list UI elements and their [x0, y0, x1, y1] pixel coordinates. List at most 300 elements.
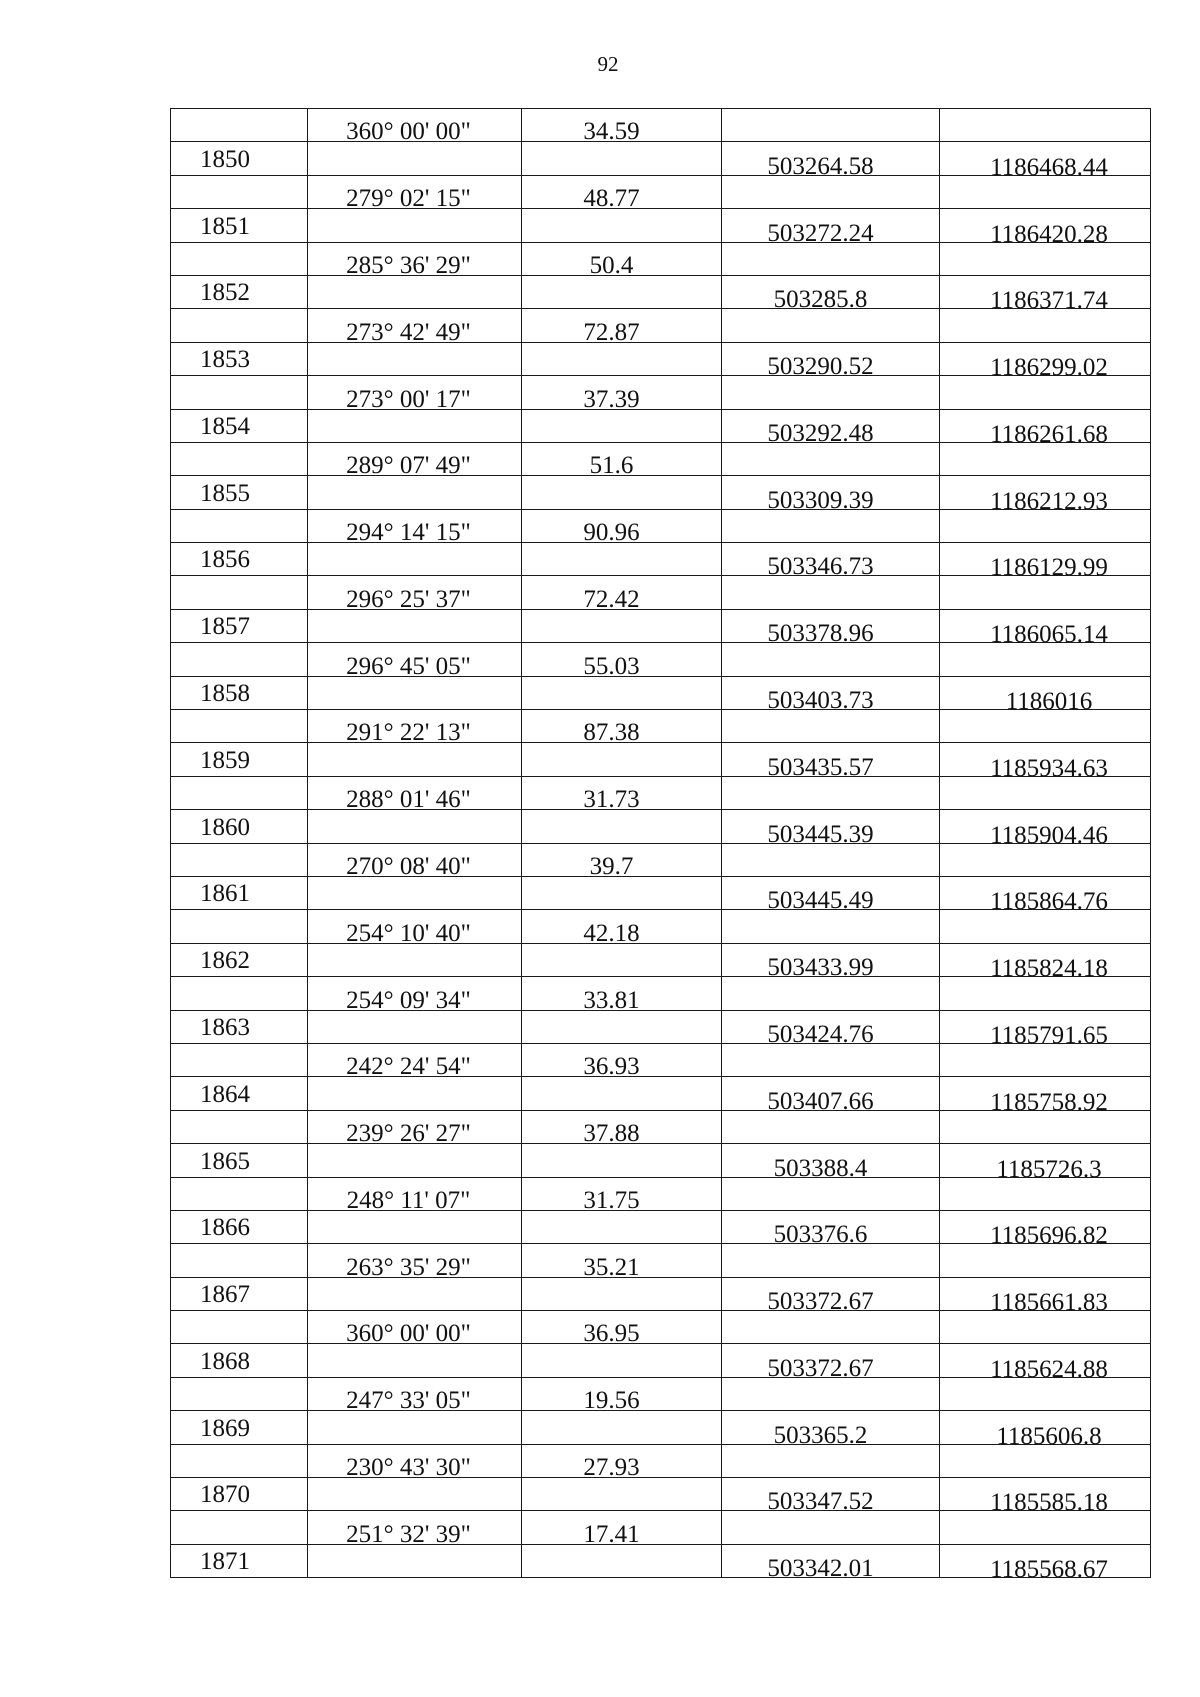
bearing-value: 360° 00' 00" [346, 1320, 471, 1344]
point-number-value: 1862 [200, 947, 250, 975]
point-number-cell [171, 1277, 308, 1310]
northing-coordinate-value: 503433.99 [767, 954, 874, 977]
station-row [171, 543, 1151, 576]
northing-coordinate-cell [722, 1077, 940, 1110]
northing-coordinate-cell [722, 1144, 940, 1177]
easting-coordinate-cell [940, 609, 1151, 642]
northing-coordinate-value: 503403.73 [767, 687, 874, 710]
station-row [171, 209, 1151, 242]
northing-coordinate-cell [722, 1010, 940, 1043]
easting-coordinate-cell [940, 1210, 1151, 1243]
distance-value: 27.93 [583, 1454, 640, 1478]
northing-coordinate-cell [722, 843, 940, 876]
easting-coordinate-value: 1185934.63 [990, 754, 1108, 777]
point-number-cell [171, 543, 308, 576]
easting-coordinate-value: 1185568.67 [990, 1556, 1108, 1578]
bearing-cell [308, 442, 522, 475]
bearing-value: 288° 01' 46" [346, 786, 471, 810]
distance-value: 19.56 [583, 1387, 640, 1411]
leg-row [171, 175, 1151, 208]
easting-coordinate-cell [940, 476, 1151, 509]
point-number-cell [171, 175, 308, 208]
northing-coordinate-cell [722, 109, 940, 142]
point-number-cell [171, 309, 308, 342]
easting-coordinate-cell [940, 1344, 1151, 1377]
easting-coordinate-cell [940, 843, 1151, 876]
bearing-cell [308, 376, 522, 409]
bearing-value: 230° 43' 30" [346, 1454, 471, 1478]
distance-cell [522, 910, 722, 943]
northing-coordinate-cell [722, 609, 940, 642]
distance-cell [522, 710, 722, 743]
point-number-cell [171, 1244, 308, 1277]
point-number-cell [171, 1210, 308, 1243]
bearing-value: 242° 24' 54" [346, 1053, 471, 1077]
station-row [171, 275, 1151, 308]
distance-cell [522, 776, 722, 809]
easting-coordinate-cell [940, 676, 1151, 709]
bearing-value: 360° 00' 00" [346, 118, 471, 142]
easting-coordinate-cell [940, 1411, 1151, 1444]
point-number-cell [171, 409, 308, 442]
leg-row [171, 309, 1151, 342]
distance-cell [522, 810, 722, 843]
station-row [171, 409, 1151, 442]
point-number-value: 1868 [200, 1347, 250, 1375]
distance-cell [522, 342, 722, 375]
station-row [171, 609, 1151, 642]
northing-coordinate-cell [722, 476, 940, 509]
leg-row [171, 242, 1151, 275]
point-number-value: 1867 [200, 1281, 250, 1309]
northing-coordinate-value: 503347.52 [767, 1488, 874, 1511]
station-row [171, 943, 1151, 976]
point-number-cell [171, 776, 308, 809]
easting-coordinate-value: 1186129.99 [990, 554, 1108, 576]
bearing-value: 296° 25' 37" [346, 585, 471, 610]
point-number-value: 1850 [200, 145, 250, 173]
bearing-cell [308, 1544, 522, 1577]
easting-coordinate-cell [940, 1478, 1151, 1511]
northing-coordinate-value: 503365.2 [773, 1421, 868, 1445]
easting-coordinate-cell [940, 776, 1151, 809]
bearing-cell [308, 1411, 522, 1444]
easting-coordinate-cell [940, 876, 1151, 909]
point-number-cell [171, 1478, 308, 1511]
distance-value: 34.59 [583, 118, 640, 142]
northing-coordinate-cell [722, 309, 940, 342]
leg-row [171, 509, 1151, 542]
northing-coordinate-value: 503292.48 [767, 419, 874, 443]
easting-coordinate-cell [940, 1511, 1151, 1544]
point-number-cell [171, 509, 308, 542]
easting-coordinate-value: 1185661.83 [990, 1289, 1108, 1311]
distance-cell [522, 309, 722, 342]
bearing-value: 296° 45' 05" [346, 652, 471, 677]
easting-coordinate-cell [940, 1010, 1151, 1043]
station-row [171, 1077, 1151, 1110]
easting-coordinate-value: 1185758.92 [990, 1088, 1108, 1111]
point-number-cell [171, 1444, 308, 1477]
easting-coordinate-cell [940, 1244, 1151, 1277]
northing-coordinate-value: 503424.76 [767, 1020, 874, 1044]
point-number-value: 1853 [200, 346, 250, 374]
point-number-cell [171, 275, 308, 308]
distance-cell [522, 275, 722, 308]
distance-cell [522, 1210, 722, 1243]
point-number-cell [171, 1077, 308, 1110]
point-number-cell [171, 643, 308, 676]
leg-row [171, 1511, 1151, 1544]
easting-coordinate-cell [940, 1544, 1151, 1577]
easting-coordinate-value: 1185726.3 [996, 1155, 1102, 1177]
point-number-cell [171, 876, 308, 909]
distance-cell [522, 743, 722, 776]
distance-value: 72.87 [583, 318, 640, 343]
northing-coordinate-value: 503290.52 [767, 353, 874, 376]
leg-row [171, 643, 1151, 676]
easting-coordinate-cell [940, 209, 1151, 242]
distance-cell [522, 109, 722, 142]
distance-cell [522, 376, 722, 409]
northing-coordinate-value: 503445.49 [767, 887, 874, 910]
bearing-cell [308, 142, 522, 175]
point-number-cell [171, 676, 308, 709]
point-number-value: 1864 [200, 1080, 250, 1108]
station-row [171, 342, 1151, 375]
northing-coordinate-cell [722, 876, 940, 909]
easting-coordinate-cell [940, 1377, 1151, 1410]
northing-coordinate-cell [722, 643, 940, 676]
bearing-cell [308, 1110, 522, 1143]
northing-coordinate-cell [722, 1210, 940, 1243]
northing-coordinate-cell [722, 342, 940, 375]
distance-value: 87.38 [583, 719, 640, 743]
northing-coordinate-cell [722, 1277, 940, 1310]
bearing-cell [308, 1043, 522, 1076]
station-row [171, 1277, 1151, 1310]
northing-coordinate-cell [722, 1511, 940, 1544]
point-number-cell [171, 910, 308, 943]
distance-cell [522, 843, 722, 876]
station-row [171, 476, 1151, 509]
northing-coordinate-cell [722, 1377, 940, 1410]
point-number-cell [171, 109, 308, 142]
distance-value: 50.4 [589, 251, 634, 276]
bearing-value: 254° 10' 40" [346, 919, 471, 944]
distance-value: 31.73 [583, 786, 640, 810]
northing-coordinate-cell [722, 175, 940, 208]
northing-coordinate-cell [722, 1110, 940, 1143]
distance-cell [522, 1244, 722, 1277]
bearing-cell [308, 743, 522, 776]
easting-coordinate-cell [940, 910, 1151, 943]
easting-coordinate-cell [940, 242, 1151, 275]
easting-coordinate-cell [940, 810, 1151, 843]
point-number-cell [171, 576, 308, 609]
easting-coordinate-cell [940, 109, 1151, 142]
point-number-value: 1856 [200, 546, 250, 574]
point-number-cell [171, 1511, 308, 1544]
northing-coordinate-cell [722, 776, 940, 809]
distance-value: 31.75 [583, 1186, 640, 1211]
easting-coordinate-cell [940, 509, 1151, 542]
easting-coordinate-cell [940, 1311, 1151, 1344]
easting-coordinate-value: 1185696.82 [990, 1222, 1108, 1244]
bearing-value: 294° 14' 15" [346, 519, 471, 543]
point-number-cell [171, 1110, 308, 1143]
bearing-cell [308, 1144, 522, 1177]
bearing-cell [308, 1377, 522, 1410]
bearing-cell [308, 910, 522, 943]
easting-coordinate-cell [940, 576, 1151, 609]
easting-coordinate-cell [940, 1277, 1151, 1310]
point-number-cell [171, 1411, 308, 1444]
leg-row [171, 843, 1151, 876]
easting-coordinate-value: 1185824.18 [990, 955, 1108, 977]
leg-row [171, 1311, 1151, 1344]
easting-coordinate-cell [940, 1144, 1151, 1177]
leg-row [171, 1377, 1151, 1410]
station-row [171, 810, 1151, 843]
leg-row [171, 1043, 1151, 1076]
northing-coordinate-cell [722, 1411, 940, 1444]
northing-coordinate-cell [722, 910, 940, 943]
northing-coordinate-value: 503407.66 [767, 1087, 874, 1111]
point-number-cell [171, 810, 308, 843]
bearing-cell [308, 275, 522, 308]
leg-row [171, 576, 1151, 609]
northing-coordinate-cell [722, 1478, 940, 1511]
easting-coordinate-cell [940, 142, 1151, 175]
northing-coordinate-value: 503388.4 [773, 1154, 868, 1177]
distance-cell [522, 1177, 722, 1210]
station-row [171, 876, 1151, 909]
station-row [171, 1010, 1151, 1043]
easting-coordinate-cell [940, 309, 1151, 342]
bearing-cell [308, 810, 522, 843]
northing-coordinate-cell [722, 209, 940, 242]
bearing-value: 285° 36' 29" [346, 251, 471, 276]
station-row [171, 743, 1151, 776]
bearing-cell [308, 876, 522, 909]
distance-cell [522, 1311, 722, 1344]
northing-coordinate-cell [722, 676, 940, 709]
leg-row [171, 109, 1151, 142]
distance-cell [522, 576, 722, 609]
distance-value: 72.42 [583, 585, 640, 610]
northing-coordinate-value: 503435.57 [767, 753, 874, 777]
easting-coordinate-cell [940, 275, 1151, 308]
northing-coordinate-cell [722, 442, 940, 475]
point-number-value: 1854 [200, 412, 250, 440]
distance-cell [522, 543, 722, 576]
bearing-cell [308, 309, 522, 342]
distance-cell [522, 1010, 722, 1043]
easting-coordinate-value: 1185904.46 [990, 821, 1108, 844]
bearing-cell [308, 409, 522, 442]
easting-coordinate-value: 1186468.44 [990, 153, 1108, 176]
point-number-value: 1859 [200, 746, 250, 774]
point-number-cell [171, 142, 308, 175]
easting-coordinate-value: 1186016 [1005, 688, 1093, 710]
bearing-cell [308, 1210, 522, 1243]
bearing-cell [308, 1444, 522, 1477]
easting-coordinate-value: 1185606.8 [996, 1422, 1102, 1445]
bearing-cell [308, 342, 522, 375]
bearing-value: 251° 32' 39" [346, 1520, 471, 1545]
point-number-cell [171, 1377, 308, 1410]
easting-coordinate-cell [940, 342, 1151, 375]
northing-coordinate-cell [722, 142, 940, 175]
point-number-cell [171, 977, 308, 1010]
northing-coordinate-value: 503372.67 [767, 1354, 874, 1378]
northing-coordinate-cell [722, 275, 940, 308]
distance-cell [522, 1110, 722, 1143]
point-number-cell [171, 710, 308, 743]
distance-cell [522, 1377, 722, 1410]
northing-coordinate-cell [722, 943, 940, 976]
bearing-cell [308, 509, 522, 542]
northing-coordinate-cell [722, 1311, 940, 1344]
easting-coordinate-cell [940, 743, 1151, 776]
distance-cell [522, 1444, 722, 1477]
northing-coordinate-cell [722, 509, 940, 542]
leg-row [171, 1177, 1151, 1210]
station-row [171, 1344, 1151, 1377]
distance-cell [522, 676, 722, 709]
point-number-cell [171, 1544, 308, 1577]
bearing-value: 273° 42' 49" [346, 318, 471, 343]
easting-coordinate-value: 1186261.68 [990, 420, 1108, 443]
station-row [171, 1478, 1151, 1511]
bearing-value: 279° 02' 15" [346, 185, 471, 209]
distance-cell [522, 209, 722, 242]
distance-value: 48.77 [583, 185, 640, 209]
distance-value: 35.21 [583, 1253, 640, 1278]
leg-row [171, 1444, 1151, 1477]
northing-coordinate-value: 503264.58 [767, 152, 874, 176]
bearing-value: 273° 00' 17" [346, 385, 471, 410]
bearing-cell [308, 1344, 522, 1377]
easting-coordinate-value: 1186371.74 [990, 287, 1108, 309]
leg-row [171, 1244, 1151, 1277]
point-number-value: 1858 [200, 680, 250, 708]
distance-value: 36.95 [583, 1320, 640, 1344]
northing-coordinate-value: 503342.01 [767, 1555, 874, 1578]
bearing-value: 239° 26' 27" [346, 1120, 471, 1144]
bearing-value: 291° 22' 13" [346, 719, 471, 743]
distance-cell [522, 1544, 722, 1577]
easting-coordinate-value: 1185791.65 [990, 1021, 1108, 1044]
easting-coordinate-cell [940, 409, 1151, 442]
bearing-cell [308, 776, 522, 809]
leg-row [171, 376, 1151, 409]
distance-cell [522, 175, 722, 208]
leg-row [171, 1110, 1151, 1143]
northing-coordinate-cell [722, 1244, 940, 1277]
distance-cell [522, 977, 722, 1010]
easting-coordinate-cell [940, 1043, 1151, 1076]
bearing-cell [308, 643, 522, 676]
easting-coordinate-cell [940, 1177, 1151, 1210]
distance-cell [522, 1144, 722, 1177]
point-number-cell [171, 1344, 308, 1377]
station-row [171, 1411, 1151, 1444]
northing-coordinate-cell [722, 242, 940, 275]
easting-coordinate-value: 1186065.14 [990, 621, 1108, 643]
leg-row [171, 776, 1151, 809]
point-number-cell [171, 1043, 308, 1076]
station-row [171, 1144, 1151, 1177]
point-number-value: 1871 [200, 1548, 250, 1576]
point-number-value: 1852 [200, 279, 250, 307]
point-number-value: 1855 [200, 479, 250, 507]
bearing-cell [308, 1478, 522, 1511]
bearing-cell [308, 175, 522, 208]
easting-coordinate-cell [940, 643, 1151, 676]
point-number-value: 1870 [200, 1481, 250, 1509]
bearing-cell [308, 843, 522, 876]
northing-coordinate-cell [722, 710, 940, 743]
distance-cell [522, 1043, 722, 1076]
bearing-cell [308, 609, 522, 642]
distance-cell [522, 442, 722, 475]
distance-value: 37.39 [583, 385, 640, 410]
easting-coordinate-value: 1186420.28 [990, 220, 1108, 243]
easting-coordinate-cell [940, 1444, 1151, 1477]
northing-coordinate-cell [722, 743, 940, 776]
bearing-cell [308, 1277, 522, 1310]
distance-cell [522, 1344, 722, 1377]
point-number-value: 1869 [200, 1414, 250, 1442]
bearing-cell [308, 476, 522, 509]
point-number-value: 1866 [200, 1214, 250, 1242]
distance-cell [522, 643, 722, 676]
distance-value: 42.18 [583, 919, 640, 944]
bearing-cell [308, 710, 522, 743]
bearing-value: 289° 07' 49" [346, 452, 471, 476]
point-number-cell [171, 943, 308, 976]
distance-cell [522, 609, 722, 642]
easting-coordinate-cell [940, 376, 1151, 409]
easting-coordinate-cell [940, 977, 1151, 1010]
station-row [171, 1544, 1151, 1577]
northing-coordinate-value: 503376.6 [773, 1221, 868, 1244]
point-number-value: 1860 [200, 813, 250, 841]
easting-coordinate-cell [940, 1110, 1151, 1143]
point-number-value: 1863 [200, 1013, 250, 1041]
distance-cell [522, 476, 722, 509]
distance-cell [522, 509, 722, 542]
station-row [171, 676, 1151, 709]
distance-value: 36.93 [583, 1053, 640, 1077]
northing-coordinate-value: 503309.39 [767, 486, 874, 510]
northing-coordinate-value: 503378.96 [767, 620, 874, 643]
coordinate-table [170, 108, 1151, 1578]
distance-cell [522, 1077, 722, 1110]
distance-cell [522, 943, 722, 976]
leg-row [171, 910, 1151, 943]
point-number-cell [171, 242, 308, 275]
point-number-value: 1861 [200, 880, 250, 908]
northing-coordinate-cell [722, 409, 940, 442]
bearing-cell [308, 1244, 522, 1277]
bearing-cell [308, 242, 522, 275]
easting-coordinate-value: 1185624.88 [990, 1355, 1108, 1378]
easting-coordinate-cell [940, 543, 1151, 576]
bearing-cell [308, 943, 522, 976]
